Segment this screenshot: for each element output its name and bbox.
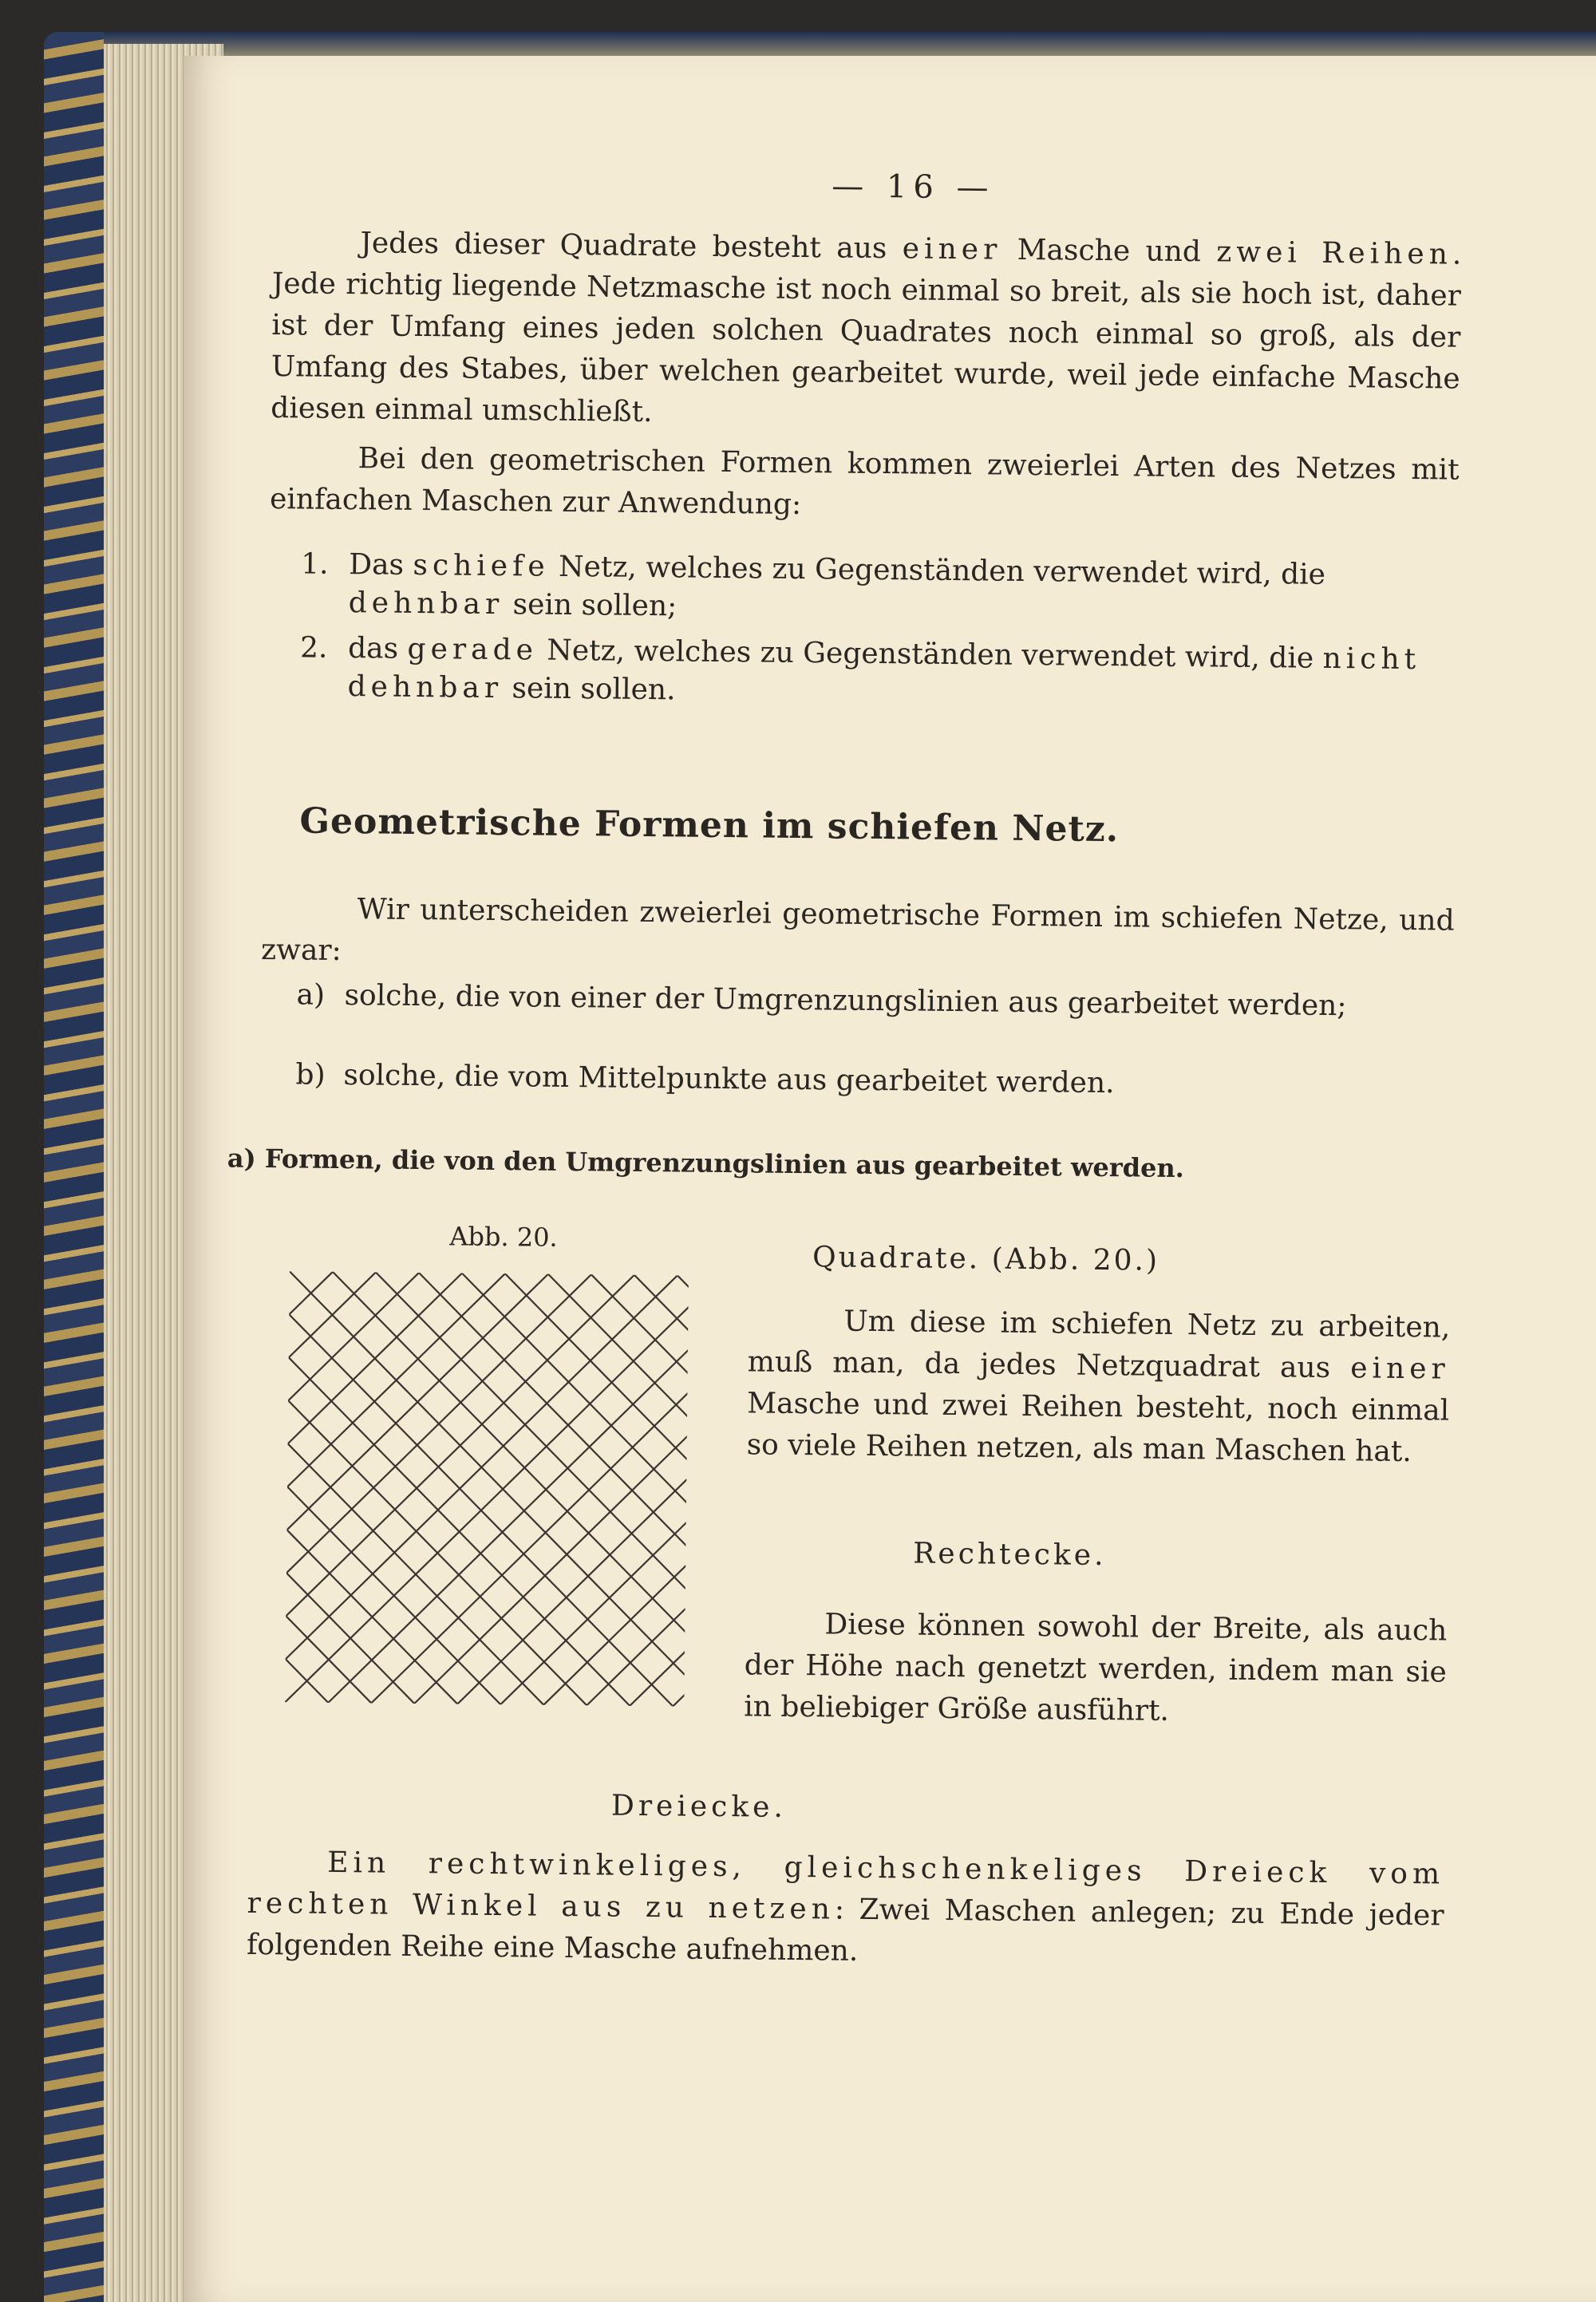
rechtecke-text: Diese können sowohl der Breite, als auch der Höhe nach genetzt werden, indem man sie in beliebiger Größe ausführt. [744,1608,1448,1727]
quadrate-text: Um diese im schiefen Netz zu arbeiten, muß man, da jedes Netzquadrat aus einer Masche und zwei Reihen besteht, noch einmal so viele Reihen netzen, als man Maschen hat. [746,1305,1451,1469]
net-line [277,1269,462,1704]
quadrate-title: Quadrate. (Abb. 20.) [812,1241,1160,1277]
paragraph-form-types: Wir unterscheiden zweierlei geometrische Formen im schiefen Netze, und zwar: [260,893,1455,967]
net-line [587,1274,697,1710]
net-line [587,1274,697,1710]
net-line [277,1269,548,1705]
net-line [285,1271,697,1707]
net-line [328,1272,697,1708]
net-line [277,1267,290,1703]
net-line [371,1272,697,1708]
paragraph-intro: Jedes dieser Quadrate besteht aus einer Masche und zwei Reihen. Jede richtig liegende Netzmasche ist noch einmal so breit, als sie hoch ist, daher ist der Umfang eines jeden solchen Quadrates noch einmal so groß, als der Umfang des Stabes, über welchen gearbeitet wurde, weil jede einfache Masche diesen einmal umschließt. [271,227,1462,429]
net-figure [277,1263,697,1714]
net-line [277,1267,290,1703]
net-line [630,1275,697,1711]
net-line [277,1269,462,1704]
list-item: 1. Das schiefe Netz, welches zu Gegenständen verwendet wird, die dehnbar sein sollen; [301,547,1326,623]
net-line [277,1268,419,1704]
net-line [277,1269,548,1705]
list-item: 2. das gerade Netz, welches zu Gegenständen verwendet wird, die nicht dehnbar sein sollen. [299,631,1421,707]
net-line [500,1273,697,1709]
book-page [184,56,1596,2302]
list-item: b) solche, die vom Mittelpunkte aus gearbeitet werden. [295,1058,1115,1100]
net-line [328,1272,697,1708]
net-line [457,1273,697,1709]
net-line [277,1267,333,1703]
dreiecke-title: Dreiecke. [610,1789,788,1824]
net-line [277,1268,376,1704]
net-line [277,1268,419,1704]
subsection-heading: a) Formen, die von den Umgrenzungslinien aus gearbeitet werden. [227,1143,1185,1184]
net-line [277,1267,333,1703]
page-number: — 16 — [831,168,995,207]
section-heading: Geometrische Formen im schiefen Netz. [299,800,1120,851]
net-line [457,1273,697,1709]
dreiecke-text: Ein rechtwinkeliges, gleichschenkeliges Dreieck vom rechten Winkel aus zu netzen: Zwei Maschen anlegen; zu Ende jeder folgenden Reihe eine Masche aufnehmen. [246,1846,1445,1968]
net-line [371,1272,697,1708]
paragraph-net-types: Bei den geometrischen Formen kommen zweierlei Arten des Netzes mit einfachen Maschen zur Anwendung: [269,442,1460,521]
list-item: a) solche, die von einer der Umgrenzungslinien aus gearbeitet werden; [296,978,1347,1023]
figure-label: Abb. 20. [449,1221,558,1253]
net-line [630,1275,697,1711]
net-line [277,1268,376,1704]
net-line [500,1273,697,1709]
rechtecke-title: Rechtecke. [913,1537,1107,1573]
